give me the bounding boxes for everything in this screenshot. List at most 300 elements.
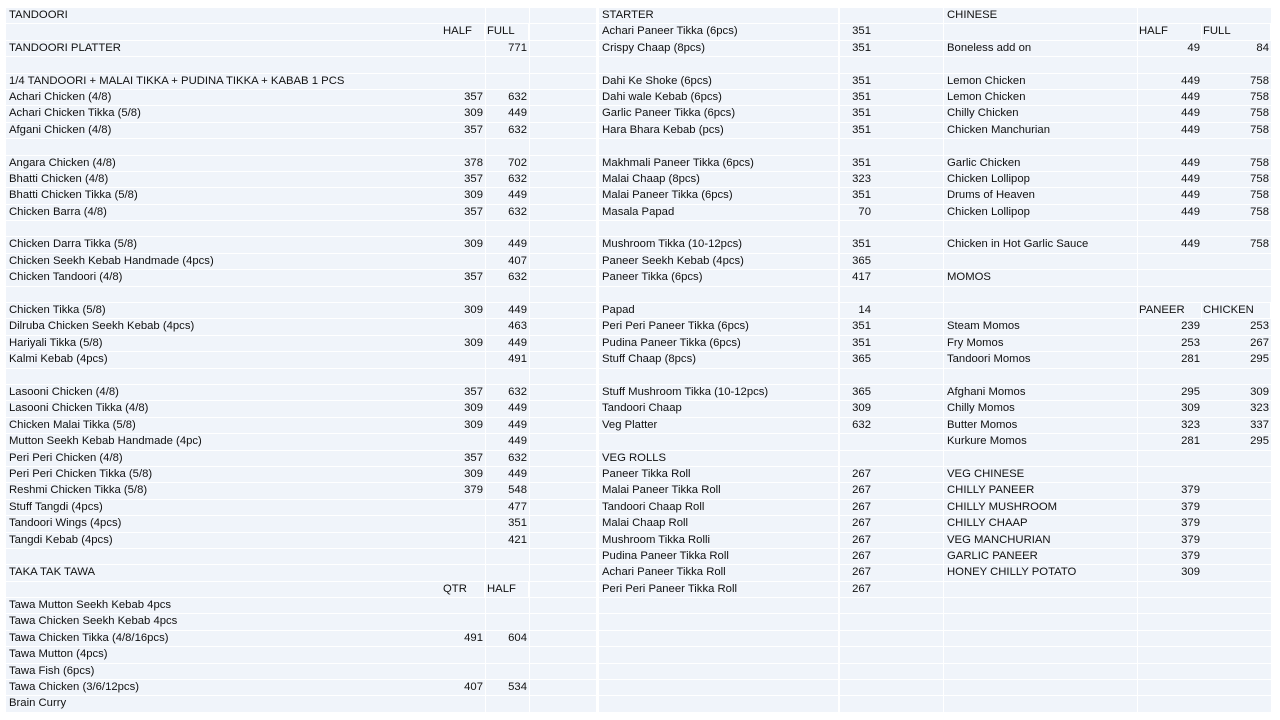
sheet-cell[interactable] xyxy=(530,319,596,334)
sheet-cell[interactable] xyxy=(442,287,485,302)
sheet-cell[interactable] xyxy=(873,319,943,334)
sheet-cell[interactable] xyxy=(530,401,596,416)
sheet-cell[interactable] xyxy=(1138,614,1202,629)
sheet-cell[interactable] xyxy=(1202,696,1271,711)
sheet-cell[interactable]: TAKA TAK TAWA xyxy=(6,565,443,580)
sheet-cell[interactable]: 281 xyxy=(1138,434,1202,449)
sheet-cell[interactable] xyxy=(530,123,596,138)
sheet-cell[interactable] xyxy=(442,647,485,662)
sheet-cell[interactable] xyxy=(530,336,596,351)
sheet-cell[interactable]: 758 xyxy=(1202,205,1271,220)
sheet-cell[interactable] xyxy=(1202,664,1271,679)
sheet-cell[interactable]: 534 xyxy=(486,680,529,695)
sheet-cell[interactable] xyxy=(486,287,529,302)
sheet-cell[interactable]: Kalmi Kebab (4pcs) xyxy=(6,352,443,367)
sheet-cell[interactable]: 378 xyxy=(442,156,485,171)
sheet-cell[interactable] xyxy=(944,369,1137,384)
sheet-cell[interactable]: Reshmi Chicken Tikka (5/8) xyxy=(6,483,443,498)
sheet-cell[interactable]: 295 xyxy=(1202,352,1271,367)
sheet-cell[interactable]: 357 xyxy=(442,172,485,187)
sheet-cell[interactable]: Tawa Chicken Seekh Kebab 4pcs xyxy=(6,614,443,629)
sheet-cell[interactable] xyxy=(944,680,1137,695)
sheet-cell[interactable]: 407 xyxy=(486,254,529,269)
sheet-cell[interactable] xyxy=(442,434,485,449)
sheet-cell[interactable]: Bhatti Chicken (4/8) xyxy=(6,172,443,187)
sheet-cell[interactable] xyxy=(530,221,596,236)
sheet-cell[interactable] xyxy=(486,139,529,154)
sheet-cell[interactable] xyxy=(1138,221,1202,236)
sheet-cell[interactable] xyxy=(1202,287,1271,302)
sheet-cell[interactable]: 365 xyxy=(840,352,873,367)
sheet-cell[interactable] xyxy=(442,41,485,56)
sheet-cell[interactable]: Afghani Momos xyxy=(944,385,1137,400)
sheet-cell[interactable]: 758 xyxy=(1202,188,1271,203)
sheet-cell[interactable]: 267 xyxy=(840,533,873,548)
sheet-cell[interactable] xyxy=(599,647,838,662)
sheet-cell[interactable] xyxy=(530,172,596,187)
sheet-cell[interactable]: Peri Peri Paneer Tikka (6pcs) xyxy=(599,319,838,334)
sheet-cell[interactable]: 309 xyxy=(442,401,485,416)
sheet-cell[interactable] xyxy=(530,254,596,269)
sheet-cell[interactable] xyxy=(530,8,596,23)
sheet-cell[interactable]: Lasooni Chicken (4/8) xyxy=(6,385,443,400)
sheet-cell[interactable] xyxy=(530,237,596,252)
sheet-cell[interactable] xyxy=(530,614,596,629)
sheet-cell[interactable]: Tangdi Kebab (4pcs) xyxy=(6,533,443,548)
sheet-cell[interactable] xyxy=(530,352,596,367)
sheet-cell[interactable] xyxy=(1202,516,1271,531)
sheet-cell[interactable]: Peri Peri Chicken (4/8) xyxy=(6,451,443,466)
sheet-cell[interactable]: 49 xyxy=(1138,41,1202,56)
sheet-cell[interactable] xyxy=(530,680,596,695)
sheet-cell[interactable]: Lemon Chicken xyxy=(944,90,1137,105)
sheet-cell[interactable] xyxy=(530,57,596,72)
sheet-cell[interactable] xyxy=(442,352,485,367)
sheet-cell[interactable] xyxy=(873,451,943,466)
sheet-cell[interactable]: Kurkure Momos xyxy=(944,434,1137,449)
sheet-cell[interactable]: 351 xyxy=(840,90,873,105)
sheet-cell[interactable] xyxy=(840,631,873,646)
sheet-cell[interactable]: 239 xyxy=(1138,319,1202,334)
sheet-cell[interactable]: 357 xyxy=(442,270,485,285)
sheet-cell[interactable] xyxy=(599,614,838,629)
sheet-cell[interactable] xyxy=(486,664,529,679)
sheet-cell[interactable]: Tawa Mutton (4pcs) xyxy=(6,647,443,662)
sheet-cell[interactable]: Chilly Chicken xyxy=(944,106,1137,121)
sheet-cell[interactable]: Angara Chicken (4/8) xyxy=(6,156,443,171)
sheet-cell[interactable]: 267 xyxy=(840,483,873,498)
sheet-cell[interactable] xyxy=(873,188,943,203)
sheet-cell[interactable]: 309 xyxy=(442,418,485,433)
sheet-cell[interactable]: 632 xyxy=(840,418,873,433)
sheet-cell[interactable] xyxy=(873,139,943,154)
sheet-cell[interactable]: VEG ROLLS xyxy=(599,451,838,466)
sheet-cell[interactable]: Dahi Ke Shoke (6pcs) xyxy=(599,74,838,89)
sheet-cell[interactable] xyxy=(1138,287,1202,302)
sheet-cell[interactable] xyxy=(530,270,596,285)
sheet-cell[interactable]: Makhmali Paneer Tikka (6pcs) xyxy=(599,156,838,171)
sheet-cell[interactable] xyxy=(944,303,1137,318)
sheet-cell[interactable] xyxy=(6,221,443,236)
sheet-cell[interactable] xyxy=(873,254,943,269)
sheet-cell[interactable] xyxy=(530,696,596,711)
sheet-cell[interactable] xyxy=(873,696,943,711)
sheet-cell[interactable] xyxy=(1138,369,1202,384)
sheet-cell[interactable]: 449 xyxy=(486,336,529,351)
sheet-cell[interactable]: 463 xyxy=(486,319,529,334)
sheet-cell[interactable] xyxy=(1202,139,1271,154)
sheet-cell[interactable] xyxy=(873,205,943,220)
sheet-cell[interactable] xyxy=(6,549,443,564)
sheet-cell[interactable]: 449 xyxy=(486,303,529,318)
sheet-cell[interactable]: Papad xyxy=(599,303,838,318)
sheet-cell[interactable] xyxy=(1138,696,1202,711)
sheet-cell[interactable]: Masala Papad xyxy=(599,205,838,220)
sheet-cell[interactable]: Chicken Lollipop xyxy=(944,205,1137,220)
sheet-cell[interactable] xyxy=(599,598,838,613)
sheet-cell[interactable] xyxy=(873,287,943,302)
sheet-cell[interactable]: 323 xyxy=(840,172,873,187)
sheet-cell[interactable] xyxy=(1138,8,1202,23)
sheet-cell[interactable] xyxy=(840,647,873,662)
sheet-cell[interactable] xyxy=(486,549,529,564)
sheet-cell[interactable]: Veg Platter xyxy=(599,418,838,433)
sheet-cell[interactable] xyxy=(442,549,485,564)
sheet-cell[interactable]: CHILLY CHAAP xyxy=(944,516,1137,531)
sheet-cell[interactable]: 309 xyxy=(1202,385,1271,400)
sheet-cell[interactable] xyxy=(530,106,596,121)
sheet-cell[interactable]: 351 xyxy=(840,188,873,203)
sheet-cell[interactable] xyxy=(1138,270,1202,285)
sheet-cell[interactable] xyxy=(840,434,873,449)
sheet-cell[interactable]: HALF xyxy=(486,582,528,597)
sheet-cell[interactable] xyxy=(1138,582,1202,597)
sheet-cell[interactable] xyxy=(1138,664,1202,679)
sheet-cell[interactable]: Chicken Malai Tikka (5/8) xyxy=(6,418,443,433)
sheet-cell[interactable] xyxy=(599,631,838,646)
sheet-cell[interactable]: Hara Bhara Kebab (pcs) xyxy=(599,123,838,138)
sheet-cell[interactable]: MOMOS xyxy=(944,270,1137,285)
sheet-cell[interactable] xyxy=(6,582,443,597)
sheet-cell[interactable] xyxy=(944,451,1137,466)
sheet-cell[interactable]: 449 xyxy=(1138,156,1202,171)
sheet-cell[interactable] xyxy=(442,319,485,334)
sheet-cell[interactable] xyxy=(944,598,1137,613)
sheet-cell[interactable]: Chicken Seekh Kebab Handmade (4pcs) xyxy=(6,254,443,269)
sheet-cell[interactable] xyxy=(530,549,596,564)
sheet-cell[interactable]: 365 xyxy=(840,385,873,400)
sheet-cell[interactable]: 758 xyxy=(1202,123,1271,138)
sheet-cell[interactable] xyxy=(442,139,485,154)
sheet-cell[interactable]: 357 xyxy=(442,90,485,105)
sheet-cell[interactable] xyxy=(873,533,943,548)
sheet-cell[interactable]: 281 xyxy=(1138,352,1202,367)
sheet-cell[interactable] xyxy=(873,500,943,515)
sheet-cell[interactable] xyxy=(873,614,943,629)
sheet-cell[interactable]: 309 xyxy=(442,188,485,203)
sheet-cell[interactable]: 379 xyxy=(1138,516,1202,531)
sheet-cell[interactable]: 267 xyxy=(840,549,873,564)
sheet-cell[interactable]: Chicken Lollipop xyxy=(944,172,1137,187)
sheet-cell[interactable] xyxy=(1202,254,1271,269)
sheet-cell[interactable]: 70 xyxy=(840,205,873,220)
sheet-cell[interactable] xyxy=(486,221,529,236)
sheet-cell[interactable]: Chicken Manchurian xyxy=(944,123,1137,138)
sheet-cell[interactable]: Paneer Tikka Roll xyxy=(599,467,838,482)
sheet-cell[interactable] xyxy=(1138,57,1202,72)
sheet-cell[interactable]: 309 xyxy=(840,401,873,416)
sheet-cell[interactable]: Stuff Chaap (8pcs) xyxy=(599,352,838,367)
sheet-cell[interactable] xyxy=(530,418,596,433)
sheet-cell[interactable] xyxy=(442,74,485,89)
sheet-cell[interactable] xyxy=(873,401,943,416)
sheet-cell[interactable]: Achari Chicken Tikka (5/8) xyxy=(6,106,443,121)
sheet-cell[interactable]: 702 xyxy=(486,156,529,171)
sheet-cell[interactable]: Malai Chaap Roll xyxy=(599,516,838,531)
sheet-cell[interactable] xyxy=(944,57,1137,72)
sheet-cell[interactable] xyxy=(530,565,596,580)
sheet-cell[interactable]: 309 xyxy=(442,237,485,252)
sheet-cell[interactable] xyxy=(1202,270,1271,285)
sheet-cell[interactable]: Tandoori Wings (4pcs) xyxy=(6,516,443,531)
sheet-cell[interactable] xyxy=(840,221,873,236)
sheet-cell[interactable] xyxy=(873,418,943,433)
sheet-cell[interactable] xyxy=(1138,139,1202,154)
sheet-cell[interactable]: Garlic Paneer Tikka (6pcs) xyxy=(599,106,838,121)
sheet-cell[interactable] xyxy=(530,90,596,105)
sheet-cell[interactable]: Lemon Chicken xyxy=(944,74,1137,89)
sheet-cell[interactable] xyxy=(530,500,596,515)
sheet-cell[interactable] xyxy=(530,74,596,89)
sheet-cell[interactable] xyxy=(442,565,485,580)
sheet-cell[interactable] xyxy=(599,57,838,72)
sheet-cell[interactable]: Chicken Tikka (5/8) xyxy=(6,303,443,318)
sheet-cell[interactable]: 84 xyxy=(1202,41,1271,56)
sheet-cell[interactable] xyxy=(530,467,596,482)
sheet-cell[interactable]: 357 xyxy=(442,451,485,466)
sheet-cell[interactable]: Peri Peri Paneer Tikka Roll xyxy=(599,582,838,597)
sheet-cell[interactable] xyxy=(1202,565,1271,580)
sheet-cell[interactable] xyxy=(873,664,943,679)
sheet-cell[interactable]: Dahi wale Kebab (6pcs) xyxy=(599,90,838,105)
sheet-cell[interactable]: 379 xyxy=(1138,483,1202,498)
sheet-cell[interactable]: 449 xyxy=(486,188,529,203)
sheet-cell[interactable]: HALF xyxy=(1138,24,1201,39)
sheet-cell[interactable] xyxy=(1202,467,1271,482)
sheet-cell[interactable] xyxy=(442,533,485,548)
sheet-cell[interactable]: 309 xyxy=(442,467,485,482)
sheet-cell[interactable] xyxy=(442,500,485,515)
sheet-cell[interactable]: 491 xyxy=(486,352,529,367)
sheet-cell[interactable]: 351 xyxy=(486,516,529,531)
sheet-cell[interactable]: Fry Momos xyxy=(944,336,1137,351)
sheet-cell[interactable]: Tawa Fish (6pcs) xyxy=(6,664,443,679)
sheet-cell[interactable] xyxy=(873,582,943,597)
sheet-cell[interactable]: 632 xyxy=(486,123,529,138)
sheet-cell[interactable]: 357 xyxy=(442,205,485,220)
sheet-cell[interactable]: Boneless add on xyxy=(944,41,1137,56)
sheet-cell[interactable]: Achari Chicken (4/8) xyxy=(6,90,443,105)
sheet-cell[interactable] xyxy=(873,156,943,171)
sheet-cell[interactable]: Stuff Tangdi (4pcs) xyxy=(6,500,443,515)
sheet-cell[interactable] xyxy=(873,8,943,23)
sheet-cell[interactable]: 449 xyxy=(486,106,529,121)
sheet-cell[interactable] xyxy=(530,303,596,318)
sheet-cell[interactable]: Chilly Momos xyxy=(944,401,1137,416)
sheet-cell[interactable] xyxy=(599,369,838,384)
sheet-cell[interactable] xyxy=(1202,647,1271,662)
sheet-cell[interactable] xyxy=(1138,451,1202,466)
sheet-cell[interactable] xyxy=(442,8,485,23)
sheet-cell[interactable] xyxy=(442,254,485,269)
sheet-cell[interactable]: 267 xyxy=(840,516,873,531)
sheet-cell[interactable] xyxy=(1202,533,1271,548)
sheet-cell[interactable]: Chicken in Hot Garlic Sauce xyxy=(944,237,1137,252)
sheet-cell[interactable]: 1/4 TANDOORI + MALAI TIKKA + PUDINA TIKKA + KABAB 1 PCS xyxy=(6,74,443,89)
sheet-cell[interactable]: 758 xyxy=(1202,156,1271,171)
sheet-cell[interactable] xyxy=(1138,254,1202,269)
sheet-cell[interactable]: QTR xyxy=(442,582,484,597)
sheet-cell[interactable]: 449 xyxy=(1138,205,1202,220)
sheet-cell[interactable] xyxy=(873,483,943,498)
sheet-cell[interactable]: 632 xyxy=(486,385,529,400)
sheet-cell[interactable]: 758 xyxy=(1202,106,1271,121)
sheet-cell[interactable]: TANDOORI xyxy=(6,8,443,23)
sheet-cell[interactable] xyxy=(944,254,1137,269)
sheet-cell[interactable]: 407 xyxy=(442,680,485,695)
sheet-cell[interactable] xyxy=(486,614,529,629)
sheet-cell[interactable] xyxy=(944,631,1137,646)
sheet-cell[interactable]: CHILLY PANEER xyxy=(944,483,1137,498)
sheet-cell[interactable]: 267 xyxy=(840,500,873,515)
sheet-cell[interactable] xyxy=(1202,582,1271,597)
sheet-cell[interactable]: 632 xyxy=(486,205,529,220)
sheet-cell[interactable] xyxy=(486,57,529,72)
sheet-cell[interactable]: VEG MANCHURIAN xyxy=(944,533,1137,548)
sheet-cell[interactable]: 351 xyxy=(840,156,873,171)
sheet-cell[interactable] xyxy=(873,270,943,285)
sheet-cell[interactable]: 267 xyxy=(840,582,873,597)
sheet-cell[interactable]: 632 xyxy=(486,451,529,466)
sheet-cell[interactable]: 351 xyxy=(840,237,873,252)
sheet-cell[interactable]: 379 xyxy=(1138,533,1202,548)
sheet-cell[interactable] xyxy=(840,664,873,679)
sheet-cell[interactable]: 351 xyxy=(840,74,873,89)
sheet-cell[interactable] xyxy=(1202,451,1271,466)
sheet-cell[interactable] xyxy=(873,631,943,646)
sheet-cell[interactable]: 449 xyxy=(486,434,529,449)
sheet-cell[interactable]: 548 xyxy=(486,483,529,498)
sheet-cell[interactable] xyxy=(944,24,1137,39)
sheet-cell[interactable]: Afgani Chicken (4/8) xyxy=(6,123,443,138)
sheet-cell[interactable] xyxy=(442,221,485,236)
sheet-cell[interactable] xyxy=(530,369,596,384)
sheet-cell[interactable]: 365 xyxy=(840,254,873,269)
sheet-cell[interactable]: Chicken Barra (4/8) xyxy=(6,205,443,220)
sheet-cell[interactable] xyxy=(873,647,943,662)
sheet-cell[interactable]: 758 xyxy=(1202,172,1271,187)
sheet-cell[interactable] xyxy=(530,631,596,646)
sheet-cell[interactable]: CHINESE xyxy=(944,8,1137,23)
sheet-cell[interactable]: 309 xyxy=(1138,401,1202,416)
sheet-cell[interactable]: 267 xyxy=(840,467,873,482)
sheet-cell[interactable] xyxy=(873,467,943,482)
sheet-cell[interactable] xyxy=(873,680,943,695)
sheet-cell[interactable]: Malai Paneer Tikka (6pcs) xyxy=(599,188,838,203)
sheet-cell[interactable]: Lasooni Chicken Tikka (4/8) xyxy=(6,401,443,416)
sheet-cell[interactable]: Mutton Seekh Kebab Handmade (4pc) xyxy=(6,434,443,449)
sheet-cell[interactable]: 295 xyxy=(1138,385,1202,400)
sheet-cell[interactable] xyxy=(873,303,943,318)
sheet-cell[interactable] xyxy=(6,24,443,39)
sheet-cell[interactable]: FULL xyxy=(1202,24,1270,39)
sheet-cell[interactable] xyxy=(1202,680,1271,695)
sheet-cell[interactable]: 449 xyxy=(1138,74,1202,89)
sheet-cell[interactable]: 309 xyxy=(442,106,485,121)
sheet-cell[interactable]: 449 xyxy=(486,401,529,416)
sheet-cell[interactable] xyxy=(442,516,485,531)
sheet-cell[interactable]: Butter Momos xyxy=(944,418,1137,433)
sheet-cell[interactable] xyxy=(599,221,838,236)
sheet-cell[interactable]: CHILLY MUSHROOM xyxy=(944,500,1137,515)
sheet-cell[interactable] xyxy=(873,237,943,252)
sheet-cell[interactable] xyxy=(873,434,943,449)
sheet-cell[interactable] xyxy=(599,696,838,711)
sheet-cell[interactable] xyxy=(442,57,485,72)
sheet-cell[interactable] xyxy=(840,287,873,302)
sheet-cell[interactable]: 309 xyxy=(442,336,485,351)
sheet-cell[interactable] xyxy=(530,24,596,39)
sheet-cell[interactable] xyxy=(840,369,873,384)
sheet-cell[interactable] xyxy=(873,565,943,580)
sheet-cell[interactable]: 758 xyxy=(1202,90,1271,105)
sheet-cell[interactable]: 351 xyxy=(840,24,873,39)
sheet-cell[interactable]: Stuff Mushroom Tikka (10-12pcs) xyxy=(599,385,838,400)
sheet-cell[interactable] xyxy=(1202,631,1271,646)
sheet-cell[interactable] xyxy=(873,24,943,39)
sheet-cell[interactable] xyxy=(873,41,943,56)
sheet-cell[interactable] xyxy=(486,598,529,613)
sheet-cell[interactable] xyxy=(6,369,443,384)
sheet-cell[interactable]: 267 xyxy=(1202,336,1271,351)
sheet-cell[interactable] xyxy=(1202,500,1271,515)
sheet-cell[interactable]: PANEER xyxy=(1138,303,1201,318)
sheet-cell[interactable] xyxy=(599,434,838,449)
sheet-cell[interactable] xyxy=(944,614,1137,629)
sheet-cell[interactable]: 357 xyxy=(442,385,485,400)
sheet-cell[interactable] xyxy=(486,647,529,662)
sheet-cell[interactable]: 449 xyxy=(1138,188,1202,203)
sheet-cell[interactable] xyxy=(599,680,838,695)
sheet-cell[interactable]: Garlic Chicken xyxy=(944,156,1137,171)
sheet-cell[interactable] xyxy=(1138,647,1202,662)
sheet-cell[interactable] xyxy=(442,696,485,711)
sheet-cell[interactable] xyxy=(873,221,943,236)
sheet-cell[interactable]: Hariyali Tikka (5/8) xyxy=(6,336,443,351)
sheet-cell[interactable]: 379 xyxy=(442,483,485,498)
sheet-cell[interactable] xyxy=(1202,57,1271,72)
sheet-cell[interactable]: 351 xyxy=(840,336,873,351)
sheet-cell[interactable] xyxy=(873,385,943,400)
sheet-cell[interactable] xyxy=(530,156,596,171)
sheet-cell[interactable]: 351 xyxy=(840,106,873,121)
sheet-cell[interactable] xyxy=(840,598,873,613)
sheet-cell[interactable] xyxy=(944,221,1137,236)
sheet-cell[interactable]: Malai Paneer Tikka Roll xyxy=(599,483,838,498)
sheet-cell[interactable]: 357 xyxy=(442,123,485,138)
sheet-cell[interactable] xyxy=(840,57,873,72)
sheet-cell[interactable] xyxy=(944,664,1137,679)
